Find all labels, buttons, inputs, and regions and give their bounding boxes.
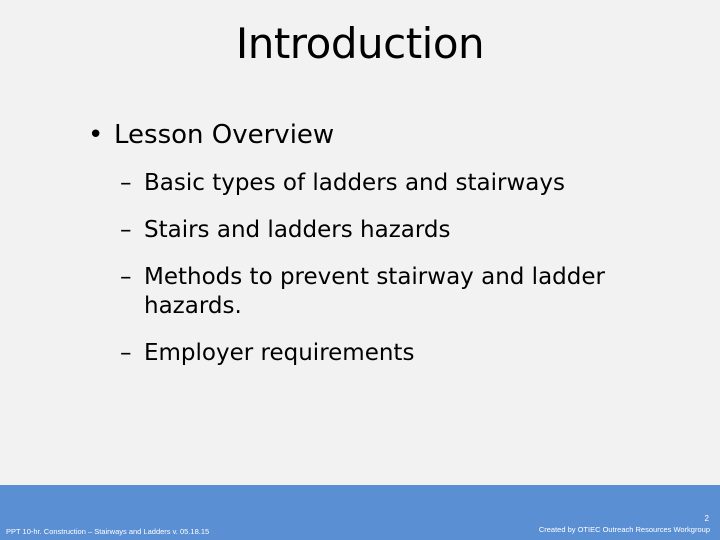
sub-bullet-text: Methods to prevent stairway and ladder hazards. xyxy=(144,264,605,319)
sub-bullet-item xyxy=(120,169,688,198)
sub-bullet-list xyxy=(120,169,688,368)
dash-icon: – xyxy=(120,264,132,290)
sub-bullet-text: Basic types of ladders and stairways xyxy=(144,170,565,196)
slide-title: Introduction xyxy=(235,19,485,68)
bullet-text: Lesson Overview xyxy=(114,120,335,150)
sub-bullet-text: Employer requirements xyxy=(144,340,415,366)
bullet-icon: • xyxy=(88,120,104,150)
footer-course-title: PPT 10-hr. Construction – Stairways and Ladders v. 05.18.15 xyxy=(6,527,210,536)
footer-bar xyxy=(0,485,720,540)
sub-bullet-item xyxy=(120,216,688,245)
bullet-item xyxy=(88,118,688,152)
sub-bullet-text: Stairs and ladders hazards xyxy=(144,217,451,243)
sub-bullet-item xyxy=(120,263,688,321)
dash-icon: – xyxy=(120,170,132,196)
dash-icon: – xyxy=(120,340,132,366)
slide-content xyxy=(88,118,688,368)
dash-icon: – xyxy=(120,217,132,243)
page-number: 2 xyxy=(704,514,709,523)
sub-bullet-item xyxy=(120,339,688,368)
footer-credit: Created by OTIEC Outreach Resources Workgroup xyxy=(538,525,710,534)
